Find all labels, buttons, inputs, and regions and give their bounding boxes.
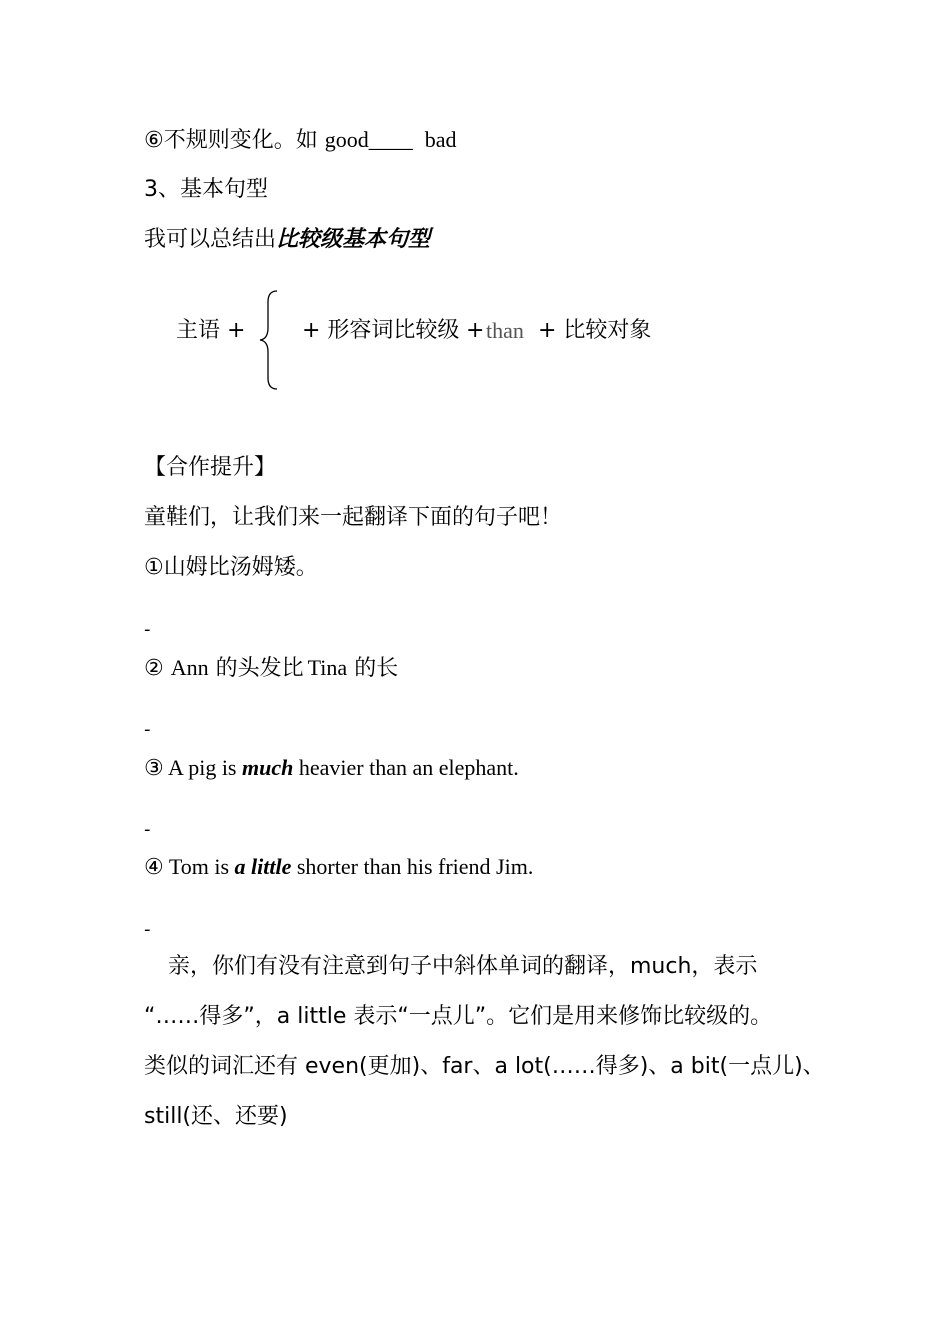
item-emphasis: a little xyxy=(234,854,292,879)
section-heading: 3、基本句型 xyxy=(144,177,268,202)
item-number: ① xyxy=(144,555,164,580)
item-text-end: 的长 xyxy=(354,656,399,681)
note-line-3: 类似的词汇还有 even(更加)、far、a lot(……得多)、a bit(一点儿)、 xyxy=(144,1054,825,1079)
section-intro xyxy=(144,225,430,255)
answer-line-4: - xyxy=(144,919,151,940)
translation-item-2 xyxy=(144,653,398,684)
note-line-1: 亲，你们有没有注意到句子中斜体单词的翻译，much，表示 xyxy=(168,954,758,979)
item-pre: Tom is xyxy=(168,854,235,879)
item-word-ann: Ann xyxy=(170,655,209,680)
item-number: ④ xyxy=(144,854,164,879)
word-bad: bad xyxy=(424,127,457,152)
cooperation-prompt: 童鞋们，让我们来一起翻译下面的句子吧！ xyxy=(144,505,563,530)
note-line-4: still(还、还要) xyxy=(144,1104,288,1129)
item-emphasis: much xyxy=(242,755,294,780)
translation-item-1 xyxy=(144,553,318,583)
intro-emphasis: 比较级基本句型 xyxy=(276,227,431,252)
item-word-tina: Tina xyxy=(307,655,348,680)
item-number: ② xyxy=(144,656,164,681)
formula-than: than xyxy=(486,318,524,343)
item-text: 的头发比 xyxy=(215,656,304,681)
translation-item-4 xyxy=(144,852,533,882)
item-post: shorter than his friend Jim. xyxy=(291,854,534,879)
curly-brace xyxy=(255,288,285,392)
formula-adjective: + 形容词比较级 xyxy=(302,318,460,343)
item-text: 山姆比汤姆矮。 xyxy=(163,555,318,580)
word-good: good xyxy=(324,127,369,152)
formula-than-plus: + xyxy=(466,318,485,343)
formula-object: + 比较对象 xyxy=(538,318,652,343)
irregular-change-line xyxy=(144,125,456,156)
sentence-pattern-formula xyxy=(0,288,950,398)
answer-line-2: - xyxy=(144,719,151,740)
formula-subject: 主语 + xyxy=(176,318,246,343)
answer-line-3: - xyxy=(144,819,151,840)
cooperation-heading: 【合作提升】 xyxy=(144,455,277,480)
item-pre: A pig is xyxy=(168,755,242,780)
intro-prefix: 我可以总结出 xyxy=(144,227,277,252)
answer-line-1: - xyxy=(144,619,151,640)
item-number: ③ xyxy=(144,755,164,780)
fill-blank: ____ xyxy=(368,127,413,152)
note-line-2: “……得多”，a little 表示“一点儿”。它们是用来修饰比较级的。 xyxy=(144,1004,773,1029)
irregular-text: ⑥不规则变化。如 xyxy=(144,128,325,153)
item-post: heavier than an elephant. xyxy=(293,755,519,780)
translation-item-3 xyxy=(144,753,519,783)
